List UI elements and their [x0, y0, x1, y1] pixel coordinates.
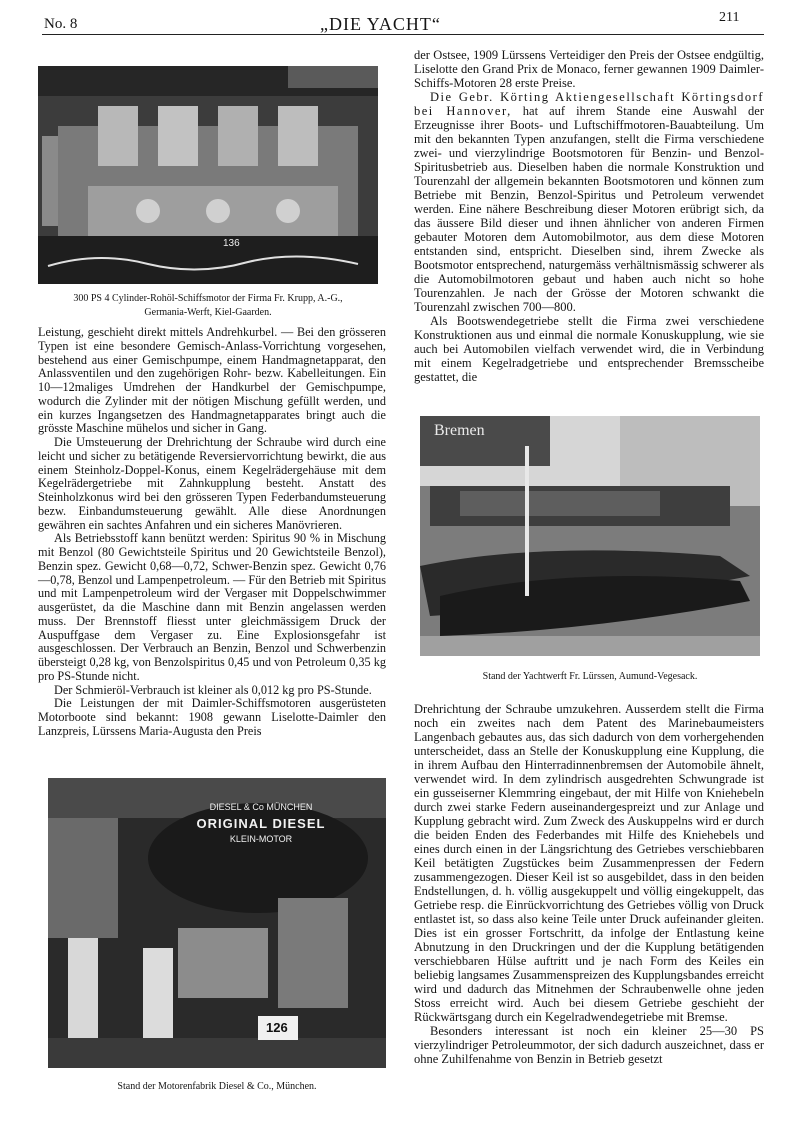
paragraph: der Ostsee, 1909 Lürssens Verteidiger den Preis der Ostsee endgültig, Liselotte den Grand Prix de Monaco, ferner gewannen 1909 Daimler-Schiffs-Motoren 28 erste Preise. — [414, 48, 764, 90]
paragraph: Besonders interessant ist noch ein kleiner 25—30 PS vierzylindriger Petroleummotor, der sich dadurch auszeichnet, dass er ohne Zuhilfenahme von Benzin in Betrieb gesetzt — [414, 1024, 764, 1066]
figure-caption-luerssen: Stand der Yachtwerft Fr. Lürssen, Aumund-Vegesack. — [482, 671, 698, 682]
figure-caption-krupp — [36, 292, 380, 320]
paragraph: Der Schmieröl-Verbrauch ist kleiner als 0,012 kg pro PS-Stunde. — [54, 682, 372, 697]
luerssen-stand-photo — [420, 416, 760, 656]
caption-line: Germania-Werft, Kiel-Gaarden. — [144, 307, 272, 318]
stand-number-label: 126 — [266, 1020, 288, 1035]
page-number: 211 — [719, 10, 740, 25]
issue-number: No. 8 — [44, 16, 78, 32]
paragraph — [414, 90, 764, 314]
sign-line: ORIGINAL DIESEL — [196, 816, 326, 831]
paragraph: Leistung, geschieht direkt mittels Andrehkurbel. — Bei den grösseren Typen ist eine besondere Gemisch-Anlass-Vorrichtung vorgesehen, bestehend aus einer Gemischpumpe, einem Handmagnetapparat, den Anlassventilen und den zugehörigen Rohr- bezw. Kabelleitungen. Ein 10—12maliges Umdrehen der Handkurbel der Gemischpumpe, wodurch die Zylinder mit der nötigen Mischung gefüllt werden, und ein kurzes Ingangsetzen des Handmagnetapparates bringt auch die grösste Maschine mühelos und sicher in Gang. — [38, 325, 386, 436]
right-column-text-bottom — [414, 702, 764, 1066]
paragraph: Als Bootswendegetriebe stellt die Firma zwei verschiedene Konstruktionen aus und einmal die normale Konuskupplung, wie sie auch bei Automobilen vielfach verwendet wird, die in Verbindung mit einem Kegelradgetriebe und entsprechender Bremsscheibe gestattet, die — [414, 314, 764, 384]
paragraph: Die Umsteuerung der Drehrichtung der Schraube wird durch eine leicht und sicher zu betätigende Reversiervorrichtung bewirkt, die aus einem Steinholz-Doppel-Konus, einem Kegelrädergehäuse mit dem Kegelrädergetriebe mit Zahnkupplung besteht. Anstatt des Steinholzkonus wird bei den grösseren Typen Federbandumsteuerung bezw. Einbandumsteuerung gewählt. Alle diese Anordnungen gewähren ein sachtes Anfahren und ein sicheres Manövrieren. — [38, 435, 386, 532]
journal-title: „DIE YACHT“ — [320, 14, 441, 34]
diesel-stand-photo — [48, 778, 386, 1068]
caption-line: 300 PS 4 Cylinder-Rohöl-Schiffsmotor der Firma Fr. Krupp, A.-G., — [73, 293, 343, 304]
paragraph: Drehrichtung der Schraube umzukehren. Ausserdem stellt die Firma noch ein zweites nach dem Patent des Marinebaumeisters Langenbach gebautes aus, das sich dadurch von dem vorhergehenden unterscheidet, dass an Stelle der Konuskupplung eine Kupplung, die in ihrem Aufbau den Hinterradinnenbremsen der Automobile ähnelt, verwendet wird. In dem zylindrisch ausgedrehten Schwungrade ist ein gusseiserner Klemmring eingebaut, der mit Hilfe von Kniehebeln durch zwei starke Federn auseinandergespreizt und zur Anlage und Kupplung gebracht wird. Zum Zweck des Auskuppelns wird er durch die beiden Enden des Federbandes mit Hilfe des Kniehebels und eines durch einen in der Längsrichtung des Getriebes verschiebbaren Keil betätigten Zugstückes beim Zusammenpressen der Federn zusammengezogen. Dieser Keil ist so ausgebildet, dass in den beiden Endstellungen, d. h. völlig ausgekuppelt und völlig eingekuppelt, das Getriebe resp. die Einrückvorrichtung des Getriebes völlig von Druck entlastet ist, so dass also keine Teile unter Druck aufeinander gleiten. Dies ist ein grosser Fortschritt, da infolge der Entlastung keine Abnutzung in den Druckringen und der die Kupplung betätigenden verschiebbaren Hülse auftritt und je nach Form des Keiles ein beliebig langsames Zusammenspreizen des Kupplungsbandes erreicht wird und dadurch das Mitnehmen der Schraubenwelle ohne jeden Stoss erreicht wird. Auch bei diesem Getriebe geschieht der Rückwärtsgang durch ein Kegelradwendegetriebe mit Bremse. — [414, 702, 764, 1024]
paragraph-rest: hat auf ihrem Stande eine Auswahl der Erzeugnisse ihrer Boots- und Luftschiffmotoren-Bauabteilung. Um mit den bekannten Typen anzufangen, stellt die Firma verschiedene zwei- und vierzylindrige Bootsmotoren für Benzin- und Benzol-Spiritusbetrieb aus. Dieselben haben die normale Konstruktion und Tourenzahl der allgemein bekannten Bootsmotoren und können zum Betriebe mit Benzin, Benzol-Spiritus und Petroleum verwendet werden. Eine nähere Beschreibung dieser Motoren erübrigt sich, da das äussere Bild dieser und ihnen ähnlicher von anderen Firmen gebauter Motoren dem Automobilmotor, aus dem diese Motoren entstanden sind, entspricht. Dieselben sind, ihrem Zwecke als Bootsmotor entsprechend, naturgemäss verhältnismässig schwerer als die Automobilmotoren gebaut und haben auch nicht so hohe Tourenzahlen. Je nach der Grösse der Motoren schwankt die Tourenzahl zwischen 700—800. — [414, 104, 764, 314]
paragraph: Die Leistungen der mit Daimler-Schiffsmotoren ausgerüsteten Motorboote sind bekannt: 1908 gewann Liselotte-Daimler den Lanzpreis, Lürssens Maria-Augusta den Preis — [38, 696, 386, 738]
photo-number-label: 136 — [223, 238, 240, 249]
right-column-text-top — [414, 48, 764, 384]
diesel-sign — [166, 802, 356, 844]
banner-label: Bremen — [434, 422, 485, 439]
left-column-text — [38, 326, 386, 739]
company-name-spaced: Die Gebr. Körting Aktiengesellschaft Körtingsdorf bei Hannover, — [414, 90, 764, 118]
figure-caption-diesel: Stand der Motorenfabrik Diesel & Co., München. — [117, 1081, 317, 1092]
paragraph: Als Betriebsstoff kann benützt werden: Spiritus 90 % in Mischung mit Benzol (80 Gewichtsteile Spiritus und 20 Gewichtsteile Benzol), Benzin spez. Gewicht 0,68—0,72, Schwer-Benzin spez. Gewicht 0,76—0,78, Benzol und Lampenpetroleum. — Für den Betrieb mit Spiritus und mit Lampenpetroleum wird der Vergaser mit Doppelschwimmer ausgerüstet, da die Maschine dann mit Benzin angelassen werden muss. Der Brennstoff fliesst unter gleichmässigem Druck der Auspuffgase dem Vergaser zu. Eine Explosionsgefahr ist ausgeschlossen. Der Verbrauch an Benzin, Benzol und Schwerbenzin übersteigt 0,28 kg, von Benzolspiritus 0,45 und von Petroleum 0,35 kg pro PS-Stunde nicht. — [38, 531, 386, 683]
krupp-engine-photo — [38, 66, 378, 284]
header-rule — [42, 34, 764, 35]
sign-line: DIESEL & Co MÜNCHEN — [209, 802, 313, 812]
sign-line: KLEIN-MOTOR — [229, 834, 293, 844]
